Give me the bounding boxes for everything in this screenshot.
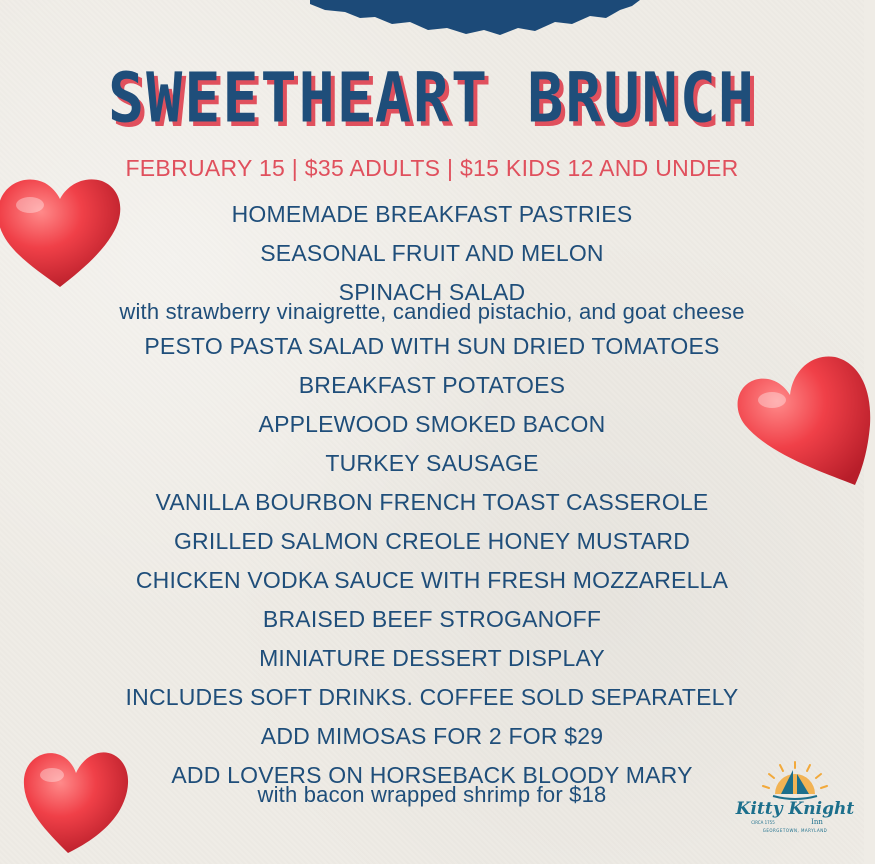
heart-icon xyxy=(18,735,133,855)
logo-name: Kitty Knight xyxy=(735,799,855,819)
menu-item: MINIATURE DESSERT DISPLAY xyxy=(259,645,605,671)
logo-sub: Inn xyxy=(811,818,823,826)
menu-item: APPLEWOOD SMOKED BACON xyxy=(258,411,606,437)
menu-item: VANILLA BOURBON FRENCH TOAST CASSEROLE xyxy=(155,489,709,515)
menu-item: BRAISED BEEF STROGANOFF xyxy=(262,606,602,632)
sailboat-sun-icon xyxy=(763,762,827,799)
torn-paper-edge xyxy=(0,0,864,60)
logo-location: GEORGETOWN, MARYLAND xyxy=(762,828,828,833)
menu-item: TURKEY SAUSAGE xyxy=(325,450,539,476)
menu-item: SEASONAL FRUIT AND MELON xyxy=(260,240,604,266)
menu-item-note: with bacon wrapped shrimp for $18 xyxy=(257,782,607,807)
page-title: SWEETHEART BRUNCH xyxy=(107,58,757,139)
heart-icon xyxy=(0,165,130,295)
menu-item: ADD LOVERS ON HORSEBACK BLOODY MARY xyxy=(171,762,693,788)
menu-item: INCLUDES SOFT DRINKS. COFFEE SOLD SEPARATELY xyxy=(125,684,739,710)
menu-item: PESTO PASTA SALAD WITH SUN DRIED TOMATOES xyxy=(144,333,720,359)
menu-item-note: with strawberry vinaigrette, candied pistachio, and goat cheese xyxy=(119,299,745,324)
menu-item: CHICKEN VODKA SAUCE WITH FRESH MOZZARELLA xyxy=(135,567,729,593)
menu-item: SPINACH SALAD xyxy=(338,279,526,305)
kitty-knight-logo xyxy=(735,760,855,835)
heart-icon xyxy=(730,345,875,495)
menu-item: ADD MIMOSAS FOR 2 FOR $29 xyxy=(260,723,604,749)
menu-item: GRILLED SALMON CREOLE HONEY MUSTARD xyxy=(173,528,691,554)
menu-item: HOMEMADE BREAKFAST PASTRIES xyxy=(231,201,633,227)
event-date-price: FEBRUARY 15 | $35 ADULTS | $15 KIDS 12 AND UNDER xyxy=(125,155,739,181)
logo-circa: CIRCA 1755 xyxy=(751,820,775,825)
menu-item: BREAKFAST POTATOES xyxy=(298,372,566,398)
